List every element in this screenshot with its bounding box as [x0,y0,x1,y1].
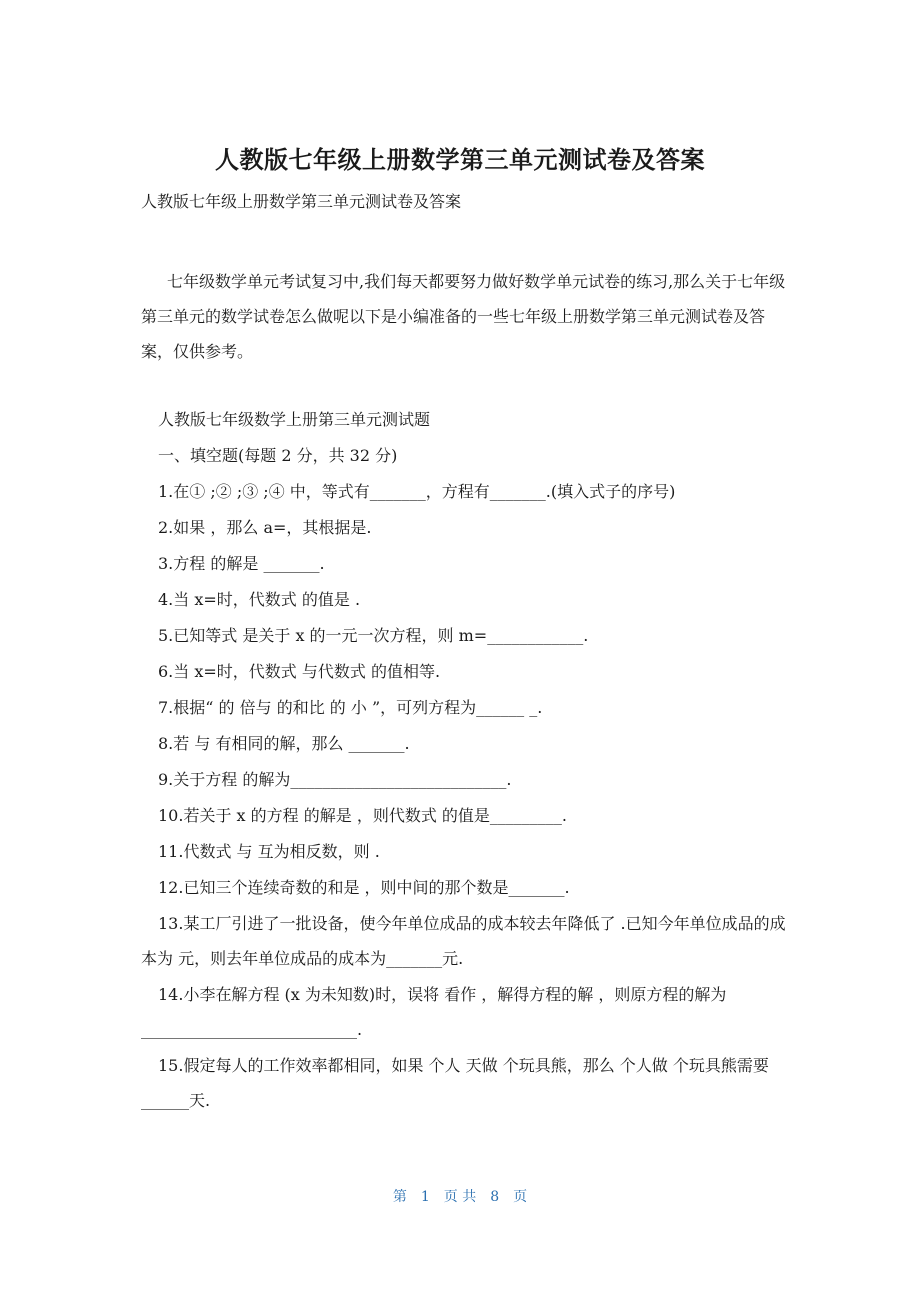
question-item: 3.方程 的解是 _______. [158,554,325,573]
question-item: 11.代数式 与 互为相反数，则 . [158,842,380,861]
question-item: 10.若关于 x 的方程 的解是 ，则代数式 的值是_________. [158,806,567,825]
section-title: 人教版七年级数学上册第三单元测试题 [158,410,431,429]
question-item: 9.关于方程 的解为___________________________. [158,770,512,789]
document-title: 人教版七年级上册数学第三单元测试卷及答案 [215,146,705,174]
question-item: 2.如果 ，那么 a=，其根据是. [158,518,372,537]
footer-page-mid: 页 共 [443,1189,477,1205]
document-subtitle: 人教版七年级上册数学第三单元测试卷及答案 [141,192,462,211]
question-list [141,474,786,1119]
question-item: 8.若 与 有相同的解，那么 _______. [158,734,410,753]
question-item: 15.假定每人的工作效率都相同，如果 个人 天做 个玩具熊，那么 个人做 个玩具熊需要______天. [141,1056,769,1110]
question-item: 14.小李在解方程 (x 为未知数)时，误将 看作 ，解得方程的解 ，则原方程的解为___________________________. [141,985,727,1039]
question-item: 5.已知等式 是关于 x 的一元一次方程，则 m=____________. [158,626,589,645]
question-item: 4.当 x=时，代数式 的值是 . [158,590,361,609]
question-item: 13.某工厂引进了一批设备，使今年单位成品的成本较去年降低了 .已知今年单位成品的成本为 元，则去年单位成品的成本为_______元. [141,914,786,968]
footer-page-total: 8 [490,1189,500,1205]
question-item: 12.已知三个连续奇数的和是 ，则中间的那个数是_______. [158,878,570,897]
page-footer [0,1186,920,1206]
footer-page-current: 1 [420,1189,430,1205]
question-item: 6.当 x=时，代数式 与代数式 的值相等. [158,662,441,681]
intro-paragraph: 七年级数学单元考试复习中,我们每天都要努力做好数学单元试卷的练习,那么关于七年级第三单元的数学试卷怎么做呢以下是小编准备的一些七年级上册数学第三单元测试卷及答案，仅供参考。 [141,272,786,361]
question-item: 7.根据“ 的 倍与 的和比 的 小 ”，可列方程为______ _. [158,698,543,717]
footer-page-suffix: 页 [513,1189,528,1205]
footer-page-label: 第 [392,1189,407,1205]
question-item: 1.在① ;② ;③ ;④ 中，等式有_______，方程有_______.(填入式子的序号) [158,482,676,501]
section-heading: 一、填空题(每题 2 分，共 32 分) [158,446,398,465]
